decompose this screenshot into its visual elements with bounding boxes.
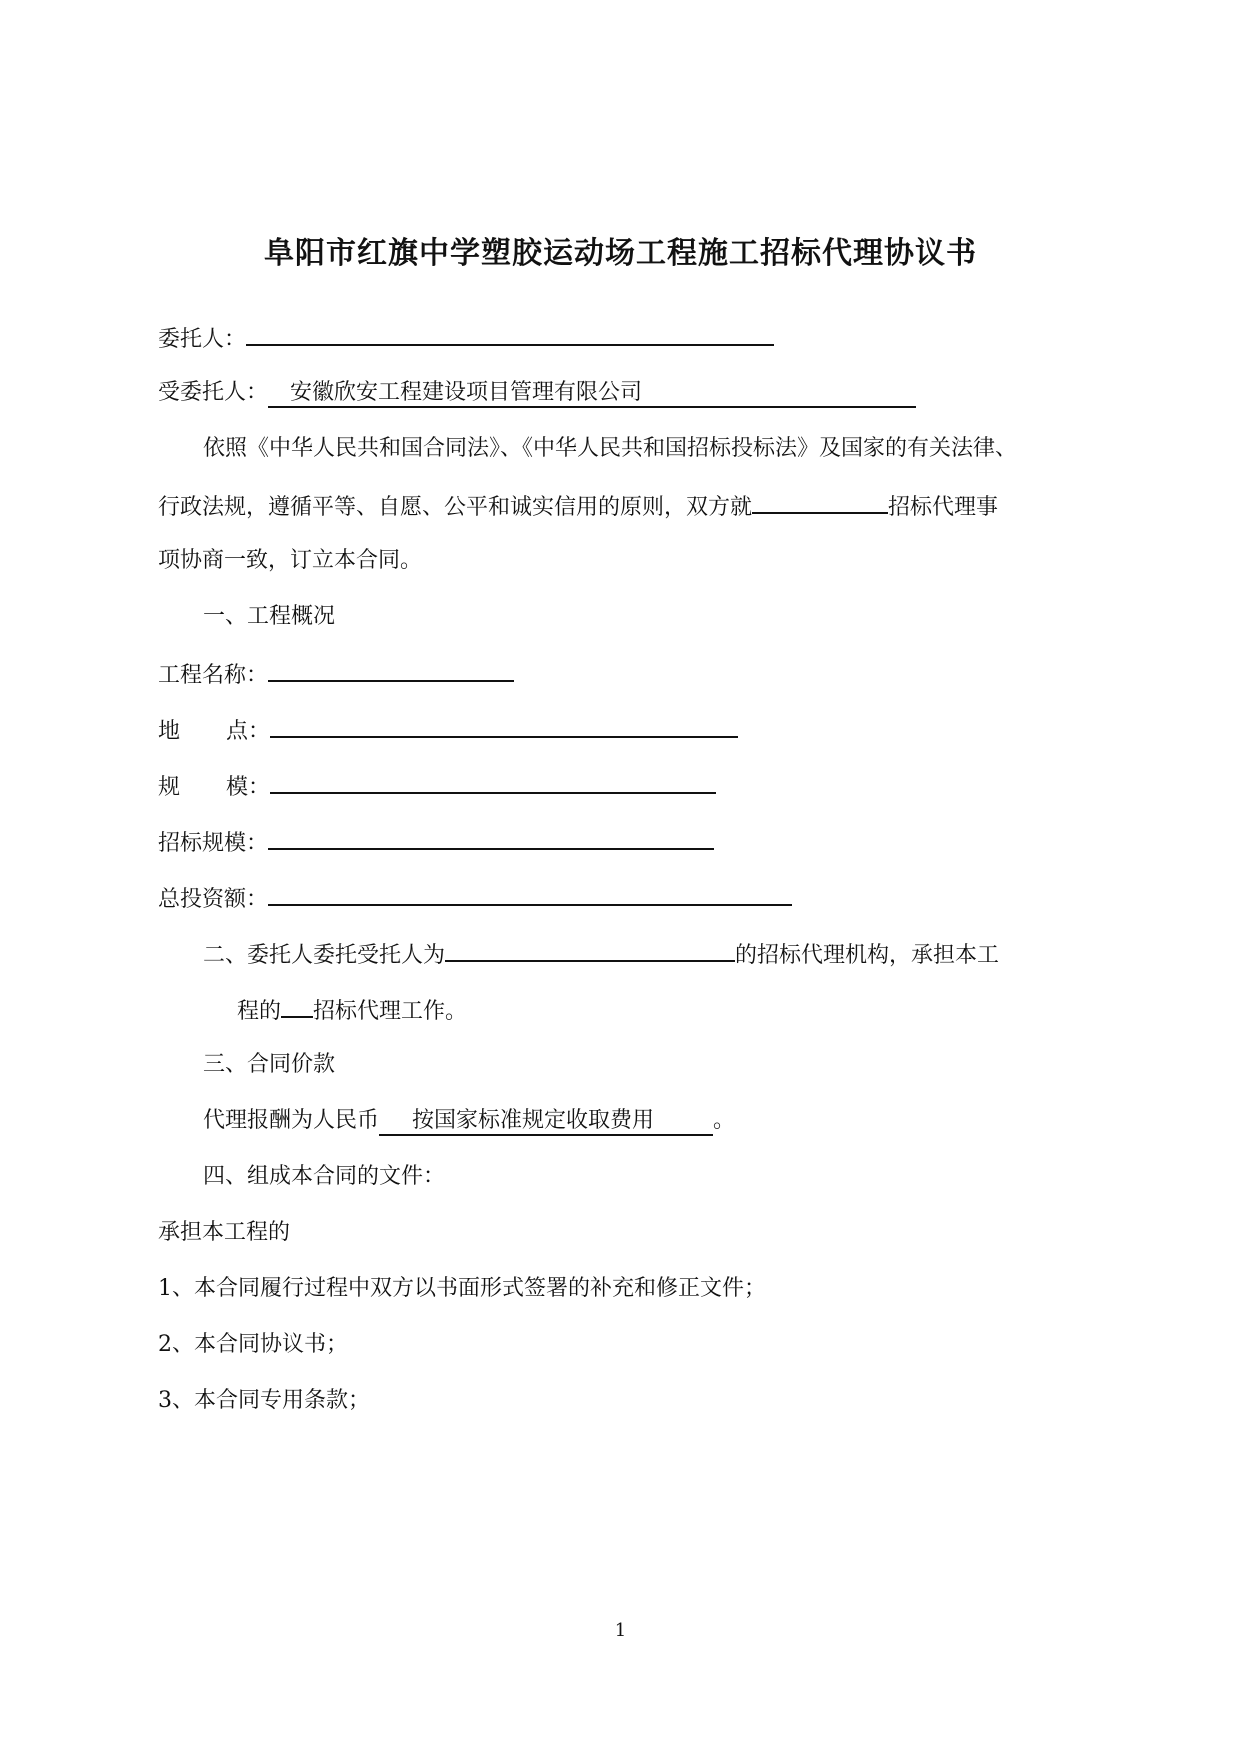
location-label-second: 点：: [226, 719, 271, 744]
orphan-line: 承担本工程的: [158, 1220, 291, 1245]
agent-label: 受委托人：: [158, 380, 269, 405]
section-3-heading: 三、合同价款: [203, 1052, 336, 1077]
section-4-heading: 四、组成本合同的文件：: [203, 1164, 446, 1189]
list-item-1: 1、本合同履行过程中双方以书面形式签署的补充和修正文件；: [158, 1276, 766, 1301]
principal-blank: [246, 322, 774, 346]
scale-label-second: 模：: [226, 775, 271, 800]
agent-value: 安徽欣安工程建设项目管理有限公司: [268, 380, 916, 408]
principal-label: 委托人：: [158, 327, 247, 352]
section-1-heading: 一、工程概况: [203, 604, 336, 629]
list-item-2: 2、本合同协议书；: [158, 1332, 348, 1357]
intro-line-3: 项协商一致，订立本合同。: [158, 548, 423, 573]
project-name-label: 工程名称：: [158, 663, 269, 688]
document-title: 阜阳市红旗中学塑胶运动场工程施工招标代理协议书: [264, 236, 977, 271]
section-2-line-2: 程的 招标代理工作。: [237, 994, 467, 1027]
page-number: 1: [614, 1620, 627, 1641]
agent-line: [158, 378, 916, 408]
tender-scale-label: 招标规模：: [158, 831, 269, 856]
intro-project-blank: [752, 490, 888, 514]
scope-blank: [281, 994, 313, 1018]
tender-scale-line: [158, 826, 714, 859]
intro-line-1: 依照《中华人民共和国合同法》、《中华人民共和国招标投标法》及国家的有关法律、: [203, 436, 1018, 461]
fee-line: 代理报酬为人民币 按国家标准规定收取费用 。: [203, 1106, 735, 1136]
principal-line: [158, 322, 774, 355]
scale-label-first: 规: [158, 775, 181, 800]
intro-line-2: 行政法规，遵循平等、自愿、公平和诚实信用的原则，双方就 招标代理事: [158, 490, 998, 523]
total-investment-label: 总投资额：: [158, 887, 269, 912]
agency-blank: [445, 938, 735, 962]
project-name-blank: [268, 658, 514, 682]
tender-scale-blank: [268, 826, 714, 850]
project-name-line: [158, 658, 514, 691]
location-line: [158, 714, 738, 747]
fee-value: 按国家标准规定收取费用: [379, 1108, 713, 1136]
scale-line: [158, 770, 716, 803]
location-blank: [270, 714, 738, 738]
scale-blank: [270, 770, 716, 794]
total-investment-line: [158, 882, 792, 915]
list-item-3: 3、本合同专用条款；: [158, 1388, 370, 1413]
section-2-line-1: 二、委托人委托受托人为 的招标代理机构，承担本工: [203, 938, 999, 971]
location-label-first: 地: [158, 719, 181, 744]
fee-label: 代理报酬为人民币: [203, 1108, 380, 1133]
total-investment-blank: [268, 882, 792, 906]
